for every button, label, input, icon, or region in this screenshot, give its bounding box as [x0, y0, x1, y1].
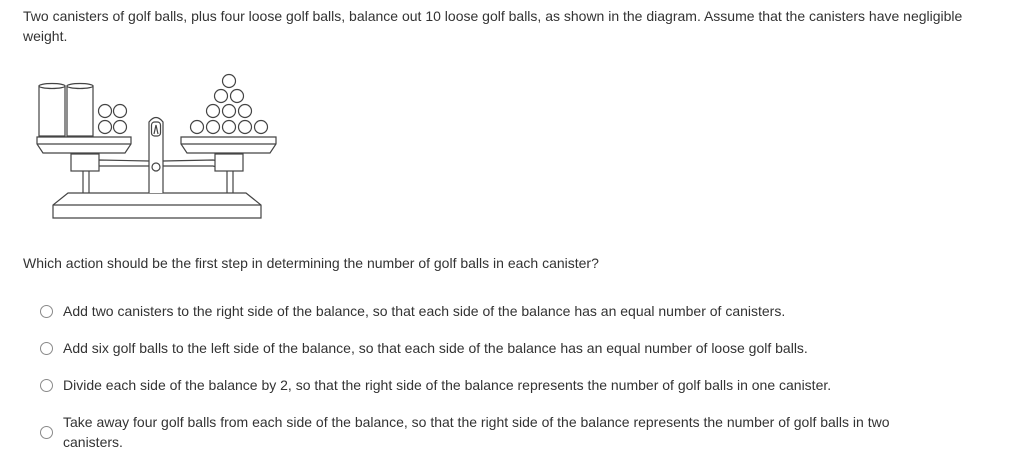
golf-ball	[223, 75, 236, 88]
left-canisters	[39, 84, 93, 137]
answer-option-2[interactable]	[40, 338, 808, 358]
golf-ball	[239, 105, 252, 118]
golf-ball	[207, 105, 220, 118]
answer-option-4[interactable]	[40, 412, 960, 452]
answer-option-label: Add two canisters to the right side of the balance, so that each side of the balance has an equal number of canisters.	[63, 303, 786, 319]
golf-ball	[223, 121, 236, 134]
golf-ball	[231, 90, 244, 103]
golf-ball	[114, 105, 127, 118]
golf-ball	[239, 121, 252, 134]
radio-button[interactable]	[40, 342, 53, 355]
golf-ball	[191, 121, 204, 134]
question-text: Two canisters of golf balls, plus four loose golf balls, balance out 10 loose golf balls, as shown in the diagram. Assume that the canisters have negligible weight.	[23, 8, 963, 44]
golf-ball	[207, 121, 220, 134]
golf-ball	[255, 121, 268, 134]
prompt-text: Which action should be the first step in determining the number of golf balls in each canister?	[23, 255, 599, 271]
right-pan	[181, 137, 276, 153]
left-loose-balls	[99, 105, 127, 134]
golf-ball	[99, 105, 112, 118]
radio-button[interactable]	[40, 305, 53, 318]
left-pan	[37, 137, 131, 153]
answer-option-3[interactable]	[40, 375, 831, 395]
golf-ball	[223, 105, 236, 118]
right-loose-balls	[191, 75, 268, 134]
answer-option-label: Take away four golf balls from each side of the balance, so that the right side of the balance represents the number of golf balls in two canisters.	[63, 414, 890, 450]
canister	[39, 86, 65, 136]
answer-option-label: Divide each side of the balance by 2, so that the right side of the balance represents the number of golf balls in one canister.	[63, 377, 832, 393]
radio-button[interactable]	[40, 379, 53, 392]
canister	[67, 86, 93, 136]
golf-ball	[114, 121, 127, 134]
answer-option-label: Add six golf balls to the left side of the balance, so that each side of the balance has an equal number of loose golf balls.	[63, 340, 808, 356]
balance-scale-diagram	[33, 70, 283, 235]
golf-ball	[99, 121, 112, 134]
radio-button[interactable]	[40, 426, 53, 439]
golf-ball	[215, 90, 228, 103]
answer-option-1[interactable]	[40, 301, 785, 321]
